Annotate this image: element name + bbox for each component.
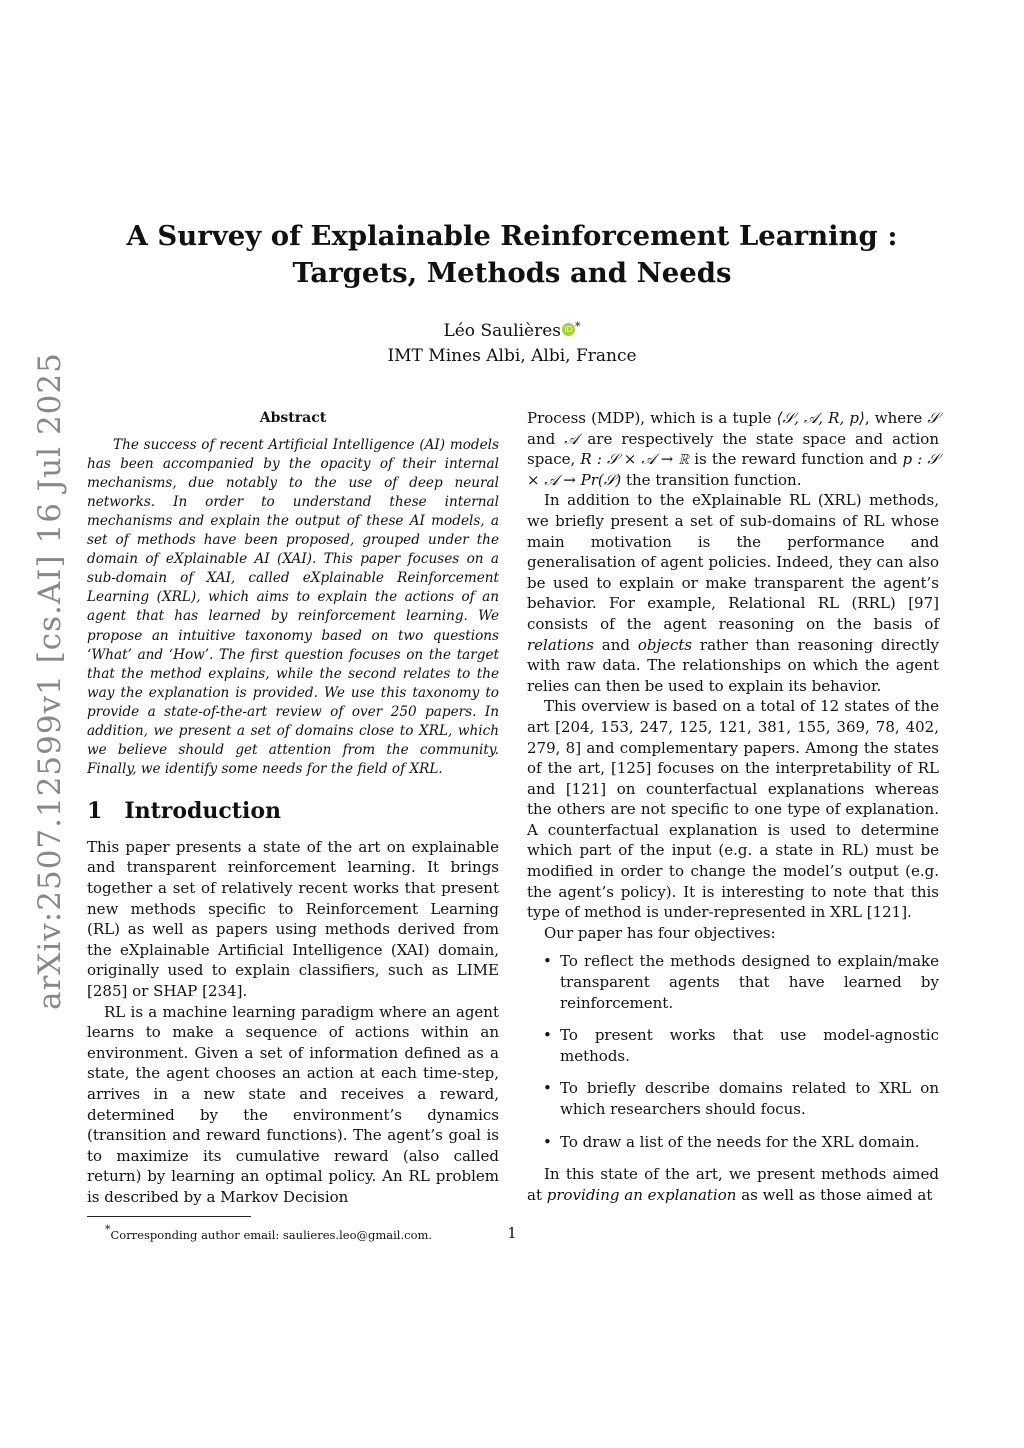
page-number: 1 <box>507 1224 517 1242</box>
text-run: are respectively the state space and action space, <box>527 429 939 469</box>
action-space-math: 𝒜 <box>564 429 579 448</box>
list-item-text: To present works that use model-agnostic methods. <box>560 1026 939 1065</box>
text-run: the transition function. <box>621 470 802 489</box>
bullet-icon: • <box>543 1079 552 1098</box>
section-title: Introduction <box>124 798 281 825</box>
reward-function-math: R : 𝒮 × 𝒜 → ℝ <box>580 450 690 469</box>
author-line <box>180 314 844 344</box>
objectives-intro: Our paper has four objectives: <box>544 923 776 942</box>
mdp-tuple-math: ⟨𝒮, 𝒜, R, p⟩ <box>776 409 865 427</box>
list-item <box>527 1025 939 1066</box>
closing-paragraph <box>527 1164 939 1205</box>
footnote-divider <box>87 1216 251 1217</box>
emphasis-providing-explanation: providing an explanation <box>546 1185 737 1204</box>
text-run: and <box>594 635 638 654</box>
author-name: Léo Saulières <box>443 321 562 341</box>
abstract-text: The success of recent Artificial Intelligence (AI) models has been accompanied by the opacity of their internal mechanisms, due notably to the use of deep neural networks. In order to understand these internal mechanisms and explain the output of these AI models, a set of methods have been proposed, grouped under the domain of eXplainable AI (XAI). This paper focuses on a sub-domain of XAI, called eXplainable Reinforcement Learning (XRL), which aims to explain the actions of an agent that has learned by reinforcement learning. We propose an intuitive taxonomy based on two questions ‘What’ and ‘How’. The first question focuses on the target that the method explains, while the second relates to the way the explanation is provided. We use this taxonomy to provide a state-of-the-art review of over 250 papers. In addition, we present a set of domains close to XRL, which we believe should get attention from the community. Finally, we identify some needs for the field of XRL. <box>87 436 499 778</box>
text-run: In addition to the eXplainable RL (XRL) methods, we briefly present a set of sub-domains of RL whose main motivation is the performance and generalisation of agent policies. Indeed, they can also be used to explain or make transparent the agent’s behavior. For example, Relational RL (RRL) [97] consists of the agent reasoning on the basis of <box>527 491 939 633</box>
emphasis-objects: objects <box>637 635 693 654</box>
bullet-icon: • <box>543 952 552 971</box>
author-block <box>180 314 844 369</box>
right-column <box>527 408 939 1205</box>
intro-paragraph-1: This paper presents a state of the art on explainable and transparent reinforcement learning. It brings together a set of relatively recent works that present new methods specific to Reinforcement Learning (RL) as well as papers using methods derived from the eXplainable Artificial Intelligence (XAI) domain, originally used to explain classifiers, such as LIME [285] or SHAP [234]. <box>87 837 499 1001</box>
orcid-icon[interactable]: iD <box>562 323 575 336</box>
footnote-text: Corresponding author email: saulieres.leo@gmail.com. <box>110 1227 433 1242</box>
paper-title-line-1: A Survey of Explainable Reinforcement Learning : <box>126 220 898 252</box>
xrl-paragraph <box>527 490 939 696</box>
arxiv-identifier: arXiv:2507.12599v1 [cs.AI] 16 Jul 2025 <box>32 352 68 1010</box>
section-heading-introduction <box>87 798 499 825</box>
state-space-math: 𝒮 <box>927 409 939 427</box>
text-run: Process (MDP), which is a tuple <box>527 409 777 427</box>
list-item <box>527 1078 939 1119</box>
objectives-list <box>527 951 939 1152</box>
abstract-heading: Abstract <box>259 410 327 426</box>
bullet-icon: • <box>543 1132 552 1151</box>
paper-title-line-2: Targets, Methods and Needs <box>292 257 732 289</box>
mdp-paragraph <box>527 408 939 490</box>
intro-paragraph-2: RL is a machine learning paradigm where an agent learns to make a sequence of actions within an environment. Given a set of information defined as a state, the agent chooses an action at each time-step, arrives in a new state and receives a reward, determined by the environment’s dynamics (transition and reward functions). The agent’s goal is to maximize its cumulative reward (also called return) by learning an optimal policy. An RL problem is described by a Markov Decision <box>87 1002 499 1206</box>
text-run: is the reward function and <box>689 450 903 469</box>
section-number: 1 <box>87 798 103 825</box>
emphasis-relations: relations <box>527 635 595 654</box>
list-item-text: To draw a list of the needs for the XRL domain. <box>560 1132 920 1151</box>
text-run: as well as those aimed at <box>736 1185 933 1204</box>
transition-function-math: p : 𝒮 × 𝒜 → Pr(𝒮) <box>527 450 939 489</box>
text-run: In this state of the art, we present methods aimed at <box>527 1165 939 1204</box>
bullet-icon: • <box>543 1026 552 1045</box>
author-footnote-marker: * <box>575 320 581 333</box>
list-item <box>527 1132 939 1153</box>
list-item-text: To briefly describe domains related to XRL on which researchers should focus. <box>560 1079 939 1118</box>
list-item <box>527 951 939 1013</box>
text-run: and <box>527 429 565 448</box>
list-item-text: To reflect the methods designed to explain/make transparent agents that have learned by reinforcement. <box>560 952 939 1012</box>
left-column <box>87 408 499 1242</box>
author-affiliation: IMT Mines Albi, Albi, France <box>387 346 637 366</box>
text-run: rather than reasoning directly with raw data. The relationships on which the agent relies can then be used to explain its behavior. <box>527 635 939 695</box>
overview-paragraph: This overview is based on a total of 12 states of the art [204, 153, 247, 125, 121, 381, 155, 369, 78, 402, 279, 8] and complementary papers. Among the states of the art, [125] focuses on the interpretability of RL and [121] on counterfactual explanations whereas the others are not specific to one type of explanation. A counterfactual explanation is used to determine which part of the input (e.g. a state in RL) must be modified in order to change the model’s output (e.g. the agent’s policy). It is interesting to note that this type of method is under-represented in XRL [121]. <box>527 697 939 922</box>
paper-title <box>90 218 934 292</box>
text-run: , where <box>864 409 928 427</box>
footnote-marker: * <box>105 1222 111 1236</box>
